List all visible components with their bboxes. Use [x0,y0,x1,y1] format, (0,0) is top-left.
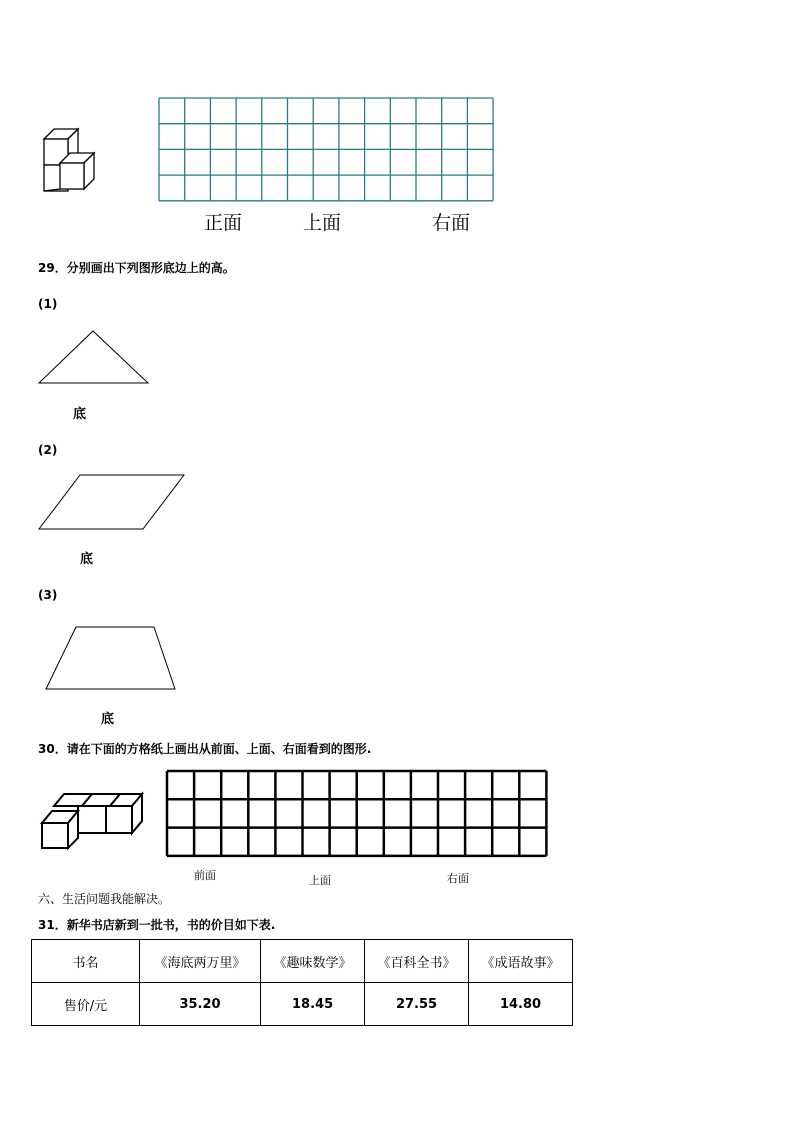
parallelogram-figure [36,472,188,534]
view-label-front-q30: 前面 [194,869,216,882]
view-label-front: 正面 [204,212,243,234]
table-cell: 《海底两万里》 [140,940,261,983]
table-cell: 《趣味数学》 [261,940,365,983]
base-label-1: 底 [73,407,87,422]
question-29-title: 29．分别画出下列图形底边上的高。 [38,261,235,275]
part-1-number: (1) [38,297,58,311]
base-label-3: 底 [101,712,115,727]
grid-paper-q30 [165,769,549,858]
view-label-right: 右面 [432,212,471,234]
table-cell: 《百科全书》 [365,940,469,983]
table-cell: 书名 [32,940,140,983]
cube-row-figure-q30 [38,788,148,852]
view-label-right-q30: 右面 [447,872,469,885]
table-cell: 售价/元 [32,983,140,1026]
view-label-top: 上面 [303,212,342,234]
view-label-top-q30: 上面 [309,874,331,887]
trapezoid-figure [43,624,179,694]
table-cell: 《成语故事》 [469,940,573,983]
table-header-row [32,940,573,983]
table-cell: 35.20 [140,983,261,1026]
part-3-number: (3) [38,588,58,602]
table-cell: 14.80 [469,983,573,1026]
table-cell: 18.45 [261,983,365,1026]
cube-stack-figure-q28 [38,125,113,205]
table-cell: 27.55 [365,983,469,1026]
question-31-title: 31．新华书店新到一批书，书的价目如下表. [38,918,276,932]
section-6-title: 六、生活问题我能解决。 [38,892,171,906]
table-row [32,983,573,1026]
question-30-title: 30．请在下面的方格纸上画出从前面、上面、右面看到的图形. [38,742,372,756]
triangle-figure [36,328,152,388]
base-label-2: 底 [80,552,94,567]
book-price-table [31,939,573,1026]
part-2-number: (2) [38,443,58,457]
grid-paper-q28 [158,97,495,203]
